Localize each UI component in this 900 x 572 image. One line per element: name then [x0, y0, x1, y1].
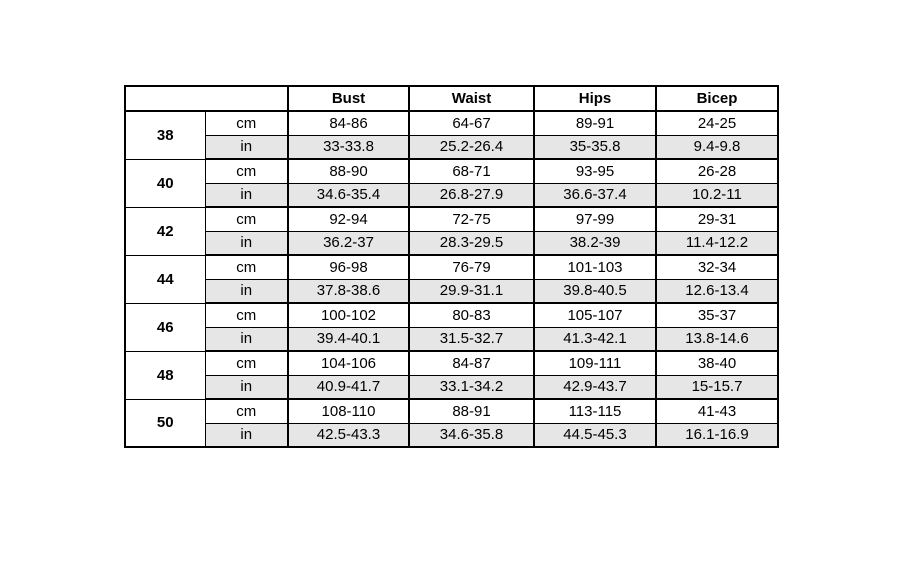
table-row-in: [125, 135, 778, 159]
value-cell-waist-cm: 80-83: [409, 303, 534, 327]
unit-cell-cm: cm: [205, 399, 288, 423]
value-cell-bust-in: 42.5-43.3: [288, 423, 409, 447]
table-row-in: [125, 423, 778, 447]
value-cell-bust-cm: 88-90: [288, 159, 409, 183]
value-cell-hips-in: 41.3-42.1: [534, 327, 656, 351]
unit-cell-in: in: [205, 279, 288, 303]
size-cell: 44: [125, 255, 205, 303]
size-cell: 46: [125, 303, 205, 351]
value-cell-bicep-cm: 35-37: [656, 303, 778, 327]
value-cell-bust-cm: 84-86: [288, 111, 409, 135]
value-cell-waist-cm: 64-67: [409, 111, 534, 135]
value-cell-bicep-in: 15-15.7: [656, 375, 778, 399]
value-cell-bust-cm: 96-98: [288, 255, 409, 279]
unit-cell-in: in: [205, 183, 288, 207]
value-cell-hips-cm: 89-91: [534, 111, 656, 135]
table-row-in: [125, 231, 778, 255]
size-cell: 40: [125, 159, 205, 207]
size-cell: 38: [125, 111, 205, 159]
value-cell-waist-in: 31.5-32.7: [409, 327, 534, 351]
value-cell-bicep-cm: 29-31: [656, 207, 778, 231]
table-row-cm: [125, 303, 778, 327]
size-cell: 50: [125, 399, 205, 447]
value-cell-bust-cm: 100-102: [288, 303, 409, 327]
value-cell-bust-in: 40.9-41.7: [288, 375, 409, 399]
value-cell-waist-in: 25.2-26.4: [409, 135, 534, 159]
value-cell-bicep-cm: 24-25: [656, 111, 778, 135]
value-cell-hips-in: 39.8-40.5: [534, 279, 656, 303]
value-cell-bust-in: 34.6-35.4: [288, 183, 409, 207]
table-row-cm: [125, 255, 778, 279]
table-row-cm: [125, 399, 778, 423]
value-cell-waist-cm: 68-71: [409, 159, 534, 183]
unit-cell-in: in: [205, 375, 288, 399]
value-cell-bust-in: 39.4-40.1: [288, 327, 409, 351]
value-cell-waist-cm: 84-87: [409, 351, 534, 375]
value-cell-waist-cm: 72-75: [409, 207, 534, 231]
value-cell-bicep-in: 16.1-16.9: [656, 423, 778, 447]
value-cell-bust-cm: 108-110: [288, 399, 409, 423]
unit-cell-in: in: [205, 135, 288, 159]
unit-cell-in: in: [205, 231, 288, 255]
unit-cell-cm: cm: [205, 255, 288, 279]
unit-cell-cm: cm: [205, 303, 288, 327]
value-cell-bicep-in: 12.6-13.4: [656, 279, 778, 303]
value-cell-bicep-cm: 26-28: [656, 159, 778, 183]
value-cell-hips-cm: 93-95: [534, 159, 656, 183]
table-row-in: [125, 183, 778, 207]
table-row-cm: [125, 207, 778, 231]
value-cell-waist-cm: 88-91: [409, 399, 534, 423]
corner-cell: [125, 86, 288, 111]
size-cell: 42: [125, 207, 205, 255]
value-cell-waist-in: 33.1-34.2: [409, 375, 534, 399]
unit-cell-cm: cm: [205, 159, 288, 183]
size-cell: 48: [125, 351, 205, 399]
size-chart-page: [124, 85, 779, 448]
header-row: [125, 86, 778, 111]
value-cell-bust-cm: 104-106: [288, 351, 409, 375]
value-cell-bicep-in: 13.8-14.6: [656, 327, 778, 351]
unit-cell-cm: cm: [205, 207, 288, 231]
value-cell-hips-cm: 113-115: [534, 399, 656, 423]
value-cell-bicep-in: 11.4-12.2: [656, 231, 778, 255]
value-cell-hips-cm: 101-103: [534, 255, 656, 279]
value-cell-bicep-cm: 41-43: [656, 399, 778, 423]
table-row-in: [125, 279, 778, 303]
column-header-bicep: Bicep: [656, 86, 778, 111]
table-row-in: [125, 375, 778, 399]
value-cell-hips-cm: 105-107: [534, 303, 656, 327]
unit-cell-cm: cm: [205, 111, 288, 135]
value-cell-bicep-in: 9.4-9.8: [656, 135, 778, 159]
column-header-waist: Waist: [409, 86, 534, 111]
value-cell-bust-in: 36.2-37: [288, 231, 409, 255]
size-chart-table: [124, 85, 779, 448]
column-header-bust: Bust: [288, 86, 409, 111]
value-cell-hips-in: 36.6-37.4: [534, 183, 656, 207]
value-cell-waist-in: 26.8-27.9: [409, 183, 534, 207]
value-cell-waist-in: 34.6-35.8: [409, 423, 534, 447]
value-cell-bust-in: 37.8-38.6: [288, 279, 409, 303]
unit-cell-in: in: [205, 327, 288, 351]
table-row-cm: [125, 159, 778, 183]
value-cell-hips-in: 35-35.8: [534, 135, 656, 159]
value-cell-bicep-cm: 38-40: [656, 351, 778, 375]
value-cell-waist-cm: 76-79: [409, 255, 534, 279]
unit-cell-cm: cm: [205, 351, 288, 375]
value-cell-hips-cm: 109-111: [534, 351, 656, 375]
value-cell-bicep-in: 10.2-11: [656, 183, 778, 207]
value-cell-bust-cm: 92-94: [288, 207, 409, 231]
value-cell-waist-in: 28.3-29.5: [409, 231, 534, 255]
value-cell-bicep-cm: 32-34: [656, 255, 778, 279]
table-row-cm: [125, 111, 778, 135]
value-cell-bust-in: 33-33.8: [288, 135, 409, 159]
value-cell-hips-in: 38.2-39: [534, 231, 656, 255]
table-row-in: [125, 327, 778, 351]
value-cell-hips-in: 44.5-45.3: [534, 423, 656, 447]
unit-cell-in: in: [205, 423, 288, 447]
column-header-hips: Hips: [534, 86, 656, 111]
value-cell-hips-cm: 97-99: [534, 207, 656, 231]
table-row-cm: [125, 351, 778, 375]
value-cell-waist-in: 29.9-31.1: [409, 279, 534, 303]
value-cell-hips-in: 42.9-43.7: [534, 375, 656, 399]
